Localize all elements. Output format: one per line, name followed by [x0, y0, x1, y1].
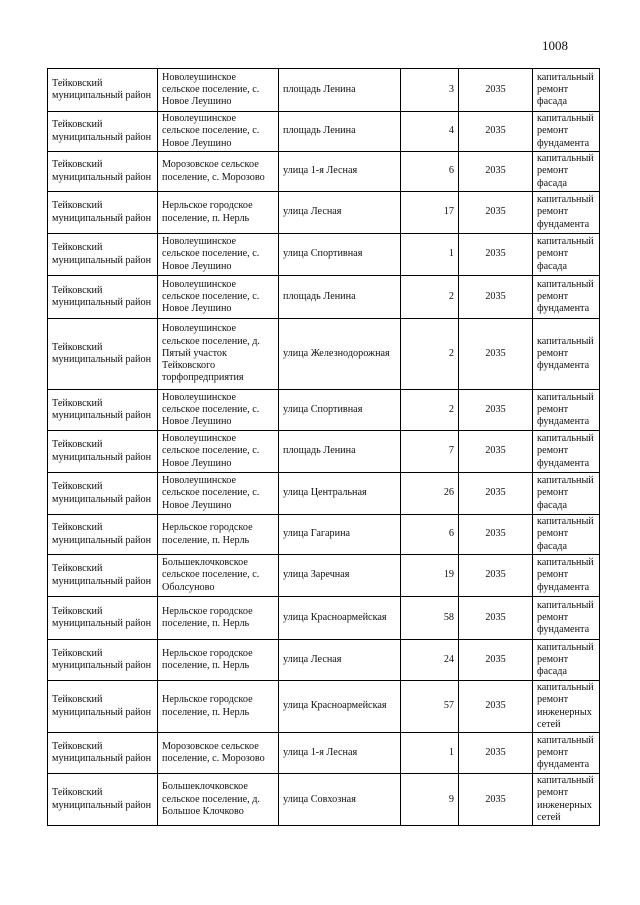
street-cell: улица Красноармейская — [279, 597, 401, 640]
house-number-cell: 1 — [401, 733, 459, 774]
repair-schedule-table — [47, 68, 600, 826]
table-row — [48, 515, 600, 555]
year-cell: 2035 — [459, 276, 533, 319]
year-cell: 2035 — [459, 192, 533, 234]
street-cell: улица Гагарина — [279, 515, 401, 555]
settlement-cell: Большеклочковское сельское поселение, с. Оболсуново — [158, 555, 279, 597]
settlement-cell: Новолеушинское сельское поселение, д. Пятый участок Тейковского торфопредприятия — [158, 319, 279, 390]
year-cell: 2035 — [459, 234, 533, 276]
year-cell: 2035 — [459, 431, 533, 473]
work-type-cell: капитальный ремонт инженерных сетей — [533, 774, 600, 826]
table-row — [48, 473, 600, 515]
street-cell: улица Совхозная — [279, 774, 401, 826]
work-type-cell: капитальный ремонт фундамента — [533, 319, 600, 390]
district-cell: Тейковский муниципальный район — [48, 390, 158, 431]
year-cell: 2035 — [459, 69, 533, 112]
street-cell: улица Железнодорожная — [279, 319, 401, 390]
table-row — [48, 681, 600, 733]
district-cell: Тейковский муниципальный район — [48, 319, 158, 390]
district-cell: Тейковский муниципальный район — [48, 152, 158, 192]
settlement-cell: Большеклочковское сельское поселение, д. Большое Клочково — [158, 774, 279, 826]
year-cell: 2035 — [459, 152, 533, 192]
table-row — [48, 390, 600, 431]
district-cell: Тейковский муниципальный район — [48, 431, 158, 473]
house-number-cell: 2 — [401, 319, 459, 390]
work-type-cell: капитальный ремонт фундамента — [533, 555, 600, 597]
page-number: 1008 — [542, 38, 568, 53]
district-cell: Тейковский муниципальный район — [48, 234, 158, 276]
settlement-cell: Новолеушинское сельское поселение, с. Новое Леушино — [158, 234, 279, 276]
district-cell: Тейковский муниципальный район — [48, 640, 158, 681]
work-type-cell: капитальный ремонт фундамента — [533, 733, 600, 774]
house-number-cell: 2 — [401, 390, 459, 431]
work-type-cell: капитальный ремонт фасада — [533, 234, 600, 276]
house-number-cell: 26 — [401, 473, 459, 515]
district-cell: Тейковский муниципальный район — [48, 774, 158, 826]
settlement-cell: Новолеушинское сельское поселение, с. Новое Леушино — [158, 276, 279, 319]
district-cell: Тейковский муниципальный район — [48, 112, 158, 152]
street-cell: улица Центральная — [279, 473, 401, 515]
settlement-cell: Нерльское городское поселение, п. Нерль — [158, 640, 279, 681]
table-row — [48, 192, 600, 234]
settlement-cell: Новолеушинское сельское поселение, с. Новое Леушино — [158, 431, 279, 473]
year-cell: 2035 — [459, 515, 533, 555]
work-type-cell: капитальный ремонт фасада — [533, 69, 600, 112]
house-number-cell: 3 — [401, 69, 459, 112]
work-type-cell: капитальный ремонт фундамента — [533, 597, 600, 640]
street-cell: площадь Ленина — [279, 69, 401, 112]
table-row — [48, 69, 600, 112]
street-cell: площадь Ленина — [279, 112, 401, 152]
work-type-cell: капитальный ремонт фасада — [533, 152, 600, 192]
street-cell: улица Лесная — [279, 640, 401, 681]
table-row — [48, 234, 600, 276]
house-number-cell: 2 — [401, 276, 459, 319]
year-cell: 2035 — [459, 640, 533, 681]
house-number-cell: 57 — [401, 681, 459, 733]
work-type-cell: капитальный ремонт фундамента — [533, 276, 600, 319]
year-cell: 2035 — [459, 597, 533, 640]
table-row — [48, 319, 600, 390]
year-cell: 2035 — [459, 774, 533, 826]
table-row — [48, 640, 600, 681]
district-cell: Тейковский муниципальный район — [48, 515, 158, 555]
year-cell: 2035 — [459, 112, 533, 152]
street-cell: улица 1-я Лесная — [279, 733, 401, 774]
work-type-cell: капитальный ремонт фундамента — [533, 431, 600, 473]
district-cell: Тейковский муниципальный район — [48, 681, 158, 733]
table-row — [48, 597, 600, 640]
house-number-cell: 9 — [401, 774, 459, 826]
table-row — [48, 774, 600, 826]
table-row — [48, 733, 600, 774]
work-type-cell: капитальный ремонт фундамента — [533, 112, 600, 152]
work-type-cell: капитальный ремонт фасада — [533, 515, 600, 555]
work-type-cell: капитальный ремонт фундамента — [533, 192, 600, 234]
street-cell: площадь Ленина — [279, 276, 401, 319]
settlement-cell: Нерльское городское поселение, п. Нерль — [158, 681, 279, 733]
settlement-cell: Новолеушинское сельское поселение, с. Новое Леушино — [158, 112, 279, 152]
work-type-cell: капитальный ремонт фасада — [533, 640, 600, 681]
year-cell: 2035 — [459, 390, 533, 431]
house-number-cell: 6 — [401, 515, 459, 555]
table-row — [48, 276, 600, 319]
street-cell: улица Красноармейская — [279, 681, 401, 733]
house-number-cell: 58 — [401, 597, 459, 640]
district-cell: Тейковский муниципальный район — [48, 69, 158, 112]
settlement-cell: Нерльское городское поселение, п. Нерль — [158, 515, 279, 555]
house-number-cell: 24 — [401, 640, 459, 681]
street-cell: площадь Ленина — [279, 431, 401, 473]
district-cell: Тейковский муниципальный район — [48, 597, 158, 640]
district-cell: Тейковский муниципальный район — [48, 555, 158, 597]
house-number-cell: 4 — [401, 112, 459, 152]
house-number-cell: 7 — [401, 431, 459, 473]
house-number-cell: 1 — [401, 234, 459, 276]
settlement-cell: Морозовское сельское поселение, с. Морозово — [158, 152, 279, 192]
street-cell: улица Спортивная — [279, 234, 401, 276]
table-row — [48, 152, 600, 192]
district-cell: Тейковский муниципальный район — [48, 276, 158, 319]
table-row — [48, 112, 600, 152]
house-number-cell: 19 — [401, 555, 459, 597]
street-cell: улица Спортивная — [279, 390, 401, 431]
work-type-cell: капитальный ремонт фасада — [533, 473, 600, 515]
house-number-cell: 6 — [401, 152, 459, 192]
settlement-cell: Новолеушинское сельское поселение, с. Новое Леушино — [158, 473, 279, 515]
district-cell: Тейковский муниципальный район — [48, 192, 158, 234]
year-cell: 2035 — [459, 733, 533, 774]
settlement-cell: Нерльское городское поселение, п. Нерль — [158, 192, 279, 234]
settlement-cell: Новолеушинское сельское поселение, с. Новое Леушино — [158, 69, 279, 112]
street-cell: улица Заречная — [279, 555, 401, 597]
settlement-cell: Нерльское городское поселение, п. Нерль — [158, 597, 279, 640]
district-cell: Тейковский муниципальный район — [48, 473, 158, 515]
work-type-cell: капитальный ремонт фундамента — [533, 390, 600, 431]
settlement-cell: Морозовское сельское поселение, с. Морозово — [158, 733, 279, 774]
table-row — [48, 431, 600, 473]
table-body — [48, 69, 600, 826]
street-cell: улица Лесная — [279, 192, 401, 234]
district-cell: Тейковский муниципальный район — [48, 733, 158, 774]
settlement-cell: Новолеушинское сельское поселение, с. Новое Леушино — [158, 390, 279, 431]
house-number-cell: 17 — [401, 192, 459, 234]
work-type-cell: капитальный ремонт инженерных сетей — [533, 681, 600, 733]
year-cell: 2035 — [459, 319, 533, 390]
year-cell: 2035 — [459, 555, 533, 597]
table-row — [48, 555, 600, 597]
year-cell: 2035 — [459, 681, 533, 733]
street-cell: улица 1-я Лесная — [279, 152, 401, 192]
year-cell: 2035 — [459, 473, 533, 515]
